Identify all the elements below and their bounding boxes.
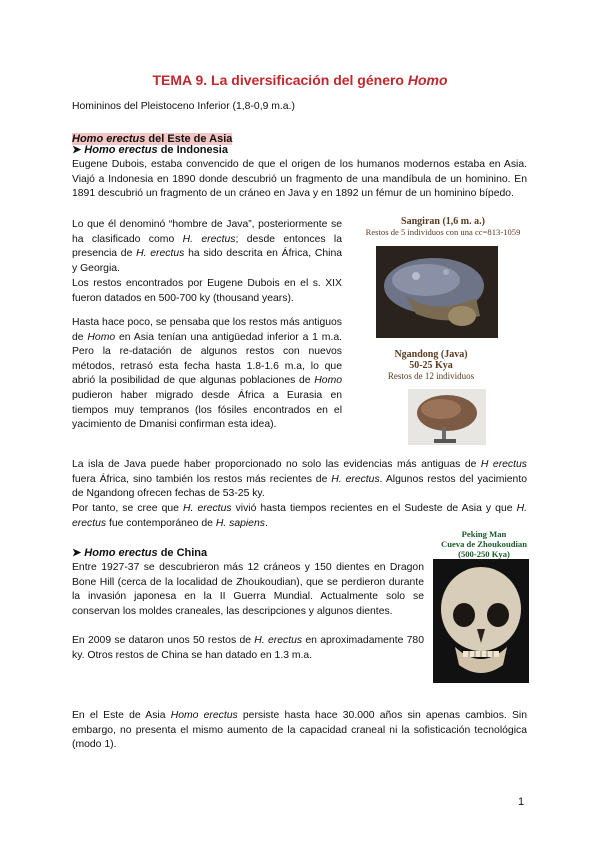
ngandong-skull-image [408, 389, 486, 445]
taxon: H. erectus [183, 503, 232, 514]
text: ha sido descrita en África, China y Georgia. [72, 248, 342, 274]
peking-skull-image [433, 559, 529, 683]
text: vivió hasta tiempos recientes en el Sudeste de Asia y que [231, 503, 517, 514]
ngandong-caption [356, 349, 506, 381]
taxon: H. erectus [136, 248, 185, 260]
sangiran-caption [348, 216, 538, 237]
intro-line: Homininos del Pleistoceno Inferior (1,8-0,9 m.a.) [72, 101, 295, 112]
text: Hasta hace poco, se pensaba que los restos más antiguos de [72, 317, 342, 343]
taxon: H. sapiens [215, 517, 265, 529]
subheading-rest: de China [157, 547, 208, 559]
subheading-italic: Homo erectus [84, 547, 158, 559]
taxon: H. erectus [331, 473, 380, 485]
peking-caption-title: Peking Man [461, 529, 507, 539]
paragraph-java-island [72, 458, 527, 502]
subheading-rest: de Indonesia [157, 144, 228, 156]
paragraph-dubois: Eugene Dubois, estaba convencido de que el origen de los humanos modernos estaba en Asia. Viajó a Indonesia en 1890 donde descubrió un fragmento de una mandíbula de un hominino. En 1891 descubrió un fragmento de un cráneo en Java y en 1892 un fémur de un hominino bípedo. [72, 159, 527, 200]
sangiran-skull-image [376, 246, 498, 338]
sangiran-caption-sub: Restos de 5 individuos con una cc=813-1059 [365, 227, 521, 237]
text: persiste hasta hace 30.000 años sin apenas cambios. Sin embargo, no presenta el mismo aumento de la capacidad craneal ni la sofisticación tecnológica (modo 1). [72, 710, 527, 751]
title-italic: Homo [407, 72, 448, 88]
peking-caption [424, 529, 544, 559]
paragraph-dragon-bone-hill: Entre 1927-37 se descubrieron más 12 cráneos y 150 dientes en Dragon Bone Hill (cerca de la localidad de Zhoukoudian), que se perdieron durante la invasión japonesa en la II Guerra Mundial. Actualmente solo se conservan los moldes craneales, las descripciones y algunos dientes. [72, 562, 424, 617]
text: en aproximadamente 780 ky. Otros restos de China se han datado en 1.3 m.a. [72, 635, 424, 661]
section-heading-rest: del Este de Asia [145, 133, 233, 145]
sangiran-caption-title: Sangiran (1,6 m. a.) [401, 216, 485, 227]
paragraph-east-asia-summary [72, 709, 527, 753]
taxon: H. erectus [72, 503, 527, 529]
subheading-indonesia [72, 143, 228, 156]
text: En 2009 se dataron unos 50 restos de [72, 635, 255, 646]
paragraph-dating: Los restos encontrados por Eugene Dubois en el s. XIX fueron datados en 500-700 ky (thousand years). [72, 278, 342, 304]
paragraph-conclusion-asia [72, 502, 527, 531]
paragraph-java-man [72, 218, 342, 276]
taxon: Homo [314, 375, 342, 387]
section-heading-italic: Homo erectus [72, 133, 146, 145]
taxon: Homo erectus [170, 710, 238, 721]
text: fuera África, sino también los restos más recientes de [72, 473, 332, 485]
ngandong-caption-sub: Restos de 12 individuos [387, 371, 475, 381]
text: La isla de Java puede haber proporcionado no solo las evidencias más antiguas de [72, 459, 481, 470]
peking-caption-date: (500-250 Kya) [458, 549, 510, 559]
taxon: H erectus [480, 459, 527, 470]
taxon: H. erectus [254, 635, 303, 646]
text: en Asia tenían una antigüedad inferior a 1 m.a. Pero la re-datación de algunos restos con nuevos métodos, retrasó esta fecha hasta 1.8-1.6 m.a, lo que abrió la posibilidad de que algunas poblaciones de [72, 331, 343, 387]
subheading-china [72, 546, 207, 559]
text: Por tanto, se cree que [72, 503, 184, 514]
paragraph-2009-dating [72, 634, 424, 663]
text: fue contemporáneo de [106, 517, 216, 529]
text: . Algunos restos del yacimiento de Ngandong ofrecen fechas de 53-25 ky. [72, 473, 527, 500]
subheading-italic: Homo erectus [84, 144, 158, 156]
arrow-icon: ➤ [72, 144, 85, 156]
text: . [264, 517, 268, 529]
taxon: H. erectus [182, 233, 236, 245]
taxon: Homo [87, 331, 116, 343]
arrow-icon: ➤ [72, 547, 85, 559]
text: ; desde entonces la presencia de [72, 233, 343, 260]
ngandong-caption-date: 50-25 Kya [409, 360, 453, 371]
peking-caption-sub: Cueva de Zhoukoudian [441, 539, 527, 549]
text: pudieron haber migrado desde África a Eurasia en tiempos muy tempranos (los fósiles encontrados en el yacimiento de Dmanisi confirman esta idea). [72, 389, 342, 431]
text: Lo que él denominó “hombre de Java”, posteriormente se ha clasificado como [72, 219, 342, 245]
title-text: TEMA 9. La diversificación del género [152, 72, 408, 88]
text: En el Este de Asia [72, 710, 171, 721]
paragraph-redating [72, 316, 342, 433]
ngandong-caption-title: Ngandong (Java) [394, 349, 468, 360]
page-number: 1 [518, 796, 525, 808]
page-title [0, 72, 600, 88]
